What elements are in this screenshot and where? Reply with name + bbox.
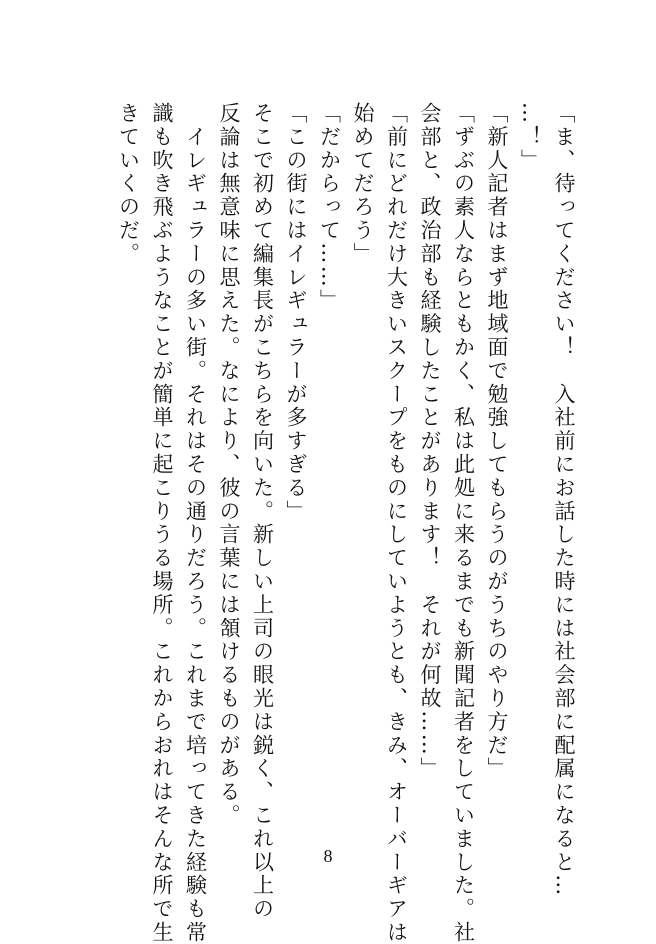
text-line: 「だからって……」 bbox=[317, 102, 342, 313]
text-line: きていくのだ。 bbox=[116, 102, 141, 266]
text-line: 「ま、待ってください！ 入社前にお話した時には社会部に配属になると… bbox=[552, 102, 576, 898]
text-line: 会部と、政治部も経験したことがあります！ それが何故……」 bbox=[418, 102, 442, 781]
text-line: 「前にどれだけ大きいスクープをものにしていようとも、きみ、オーバーギアは bbox=[384, 102, 409, 944]
text-line: 「この街にはイレギュラーが多すぎる」 bbox=[284, 102, 308, 524]
text-line: 「ずぶの素人ならともかく、私は此処に来るまでも新聞記者をしていました。社 bbox=[451, 102, 476, 944]
text-line: 識も吹き飛ぶようなことが簡単に起こりうる場所。これからおれはそんな所で生 bbox=[150, 102, 174, 944]
text-line: 「新人記者はまず地域面で勉強してもらうのがうちのやり方だ」 bbox=[485, 102, 509, 781]
text-line: 始めてだろう」 bbox=[351, 102, 375, 266]
text-line: 反論は無意味に思えた。なにより、彼の言葉には頷けるものがある。 bbox=[217, 102, 241, 828]
text-line: そこで初めて編集長がこちらを向いた。新しい上司の眼光は鋭く、これ以上の bbox=[250, 102, 275, 921]
text-line: イレギュラーの多い街。それはその通りだろう。これまで培ってきた経験も常 bbox=[183, 102, 208, 944]
vertical-text-body bbox=[111, 102, 580, 944]
text-line: …！」 bbox=[518, 102, 543, 173]
page-number: 8 bbox=[323, 846, 333, 866]
